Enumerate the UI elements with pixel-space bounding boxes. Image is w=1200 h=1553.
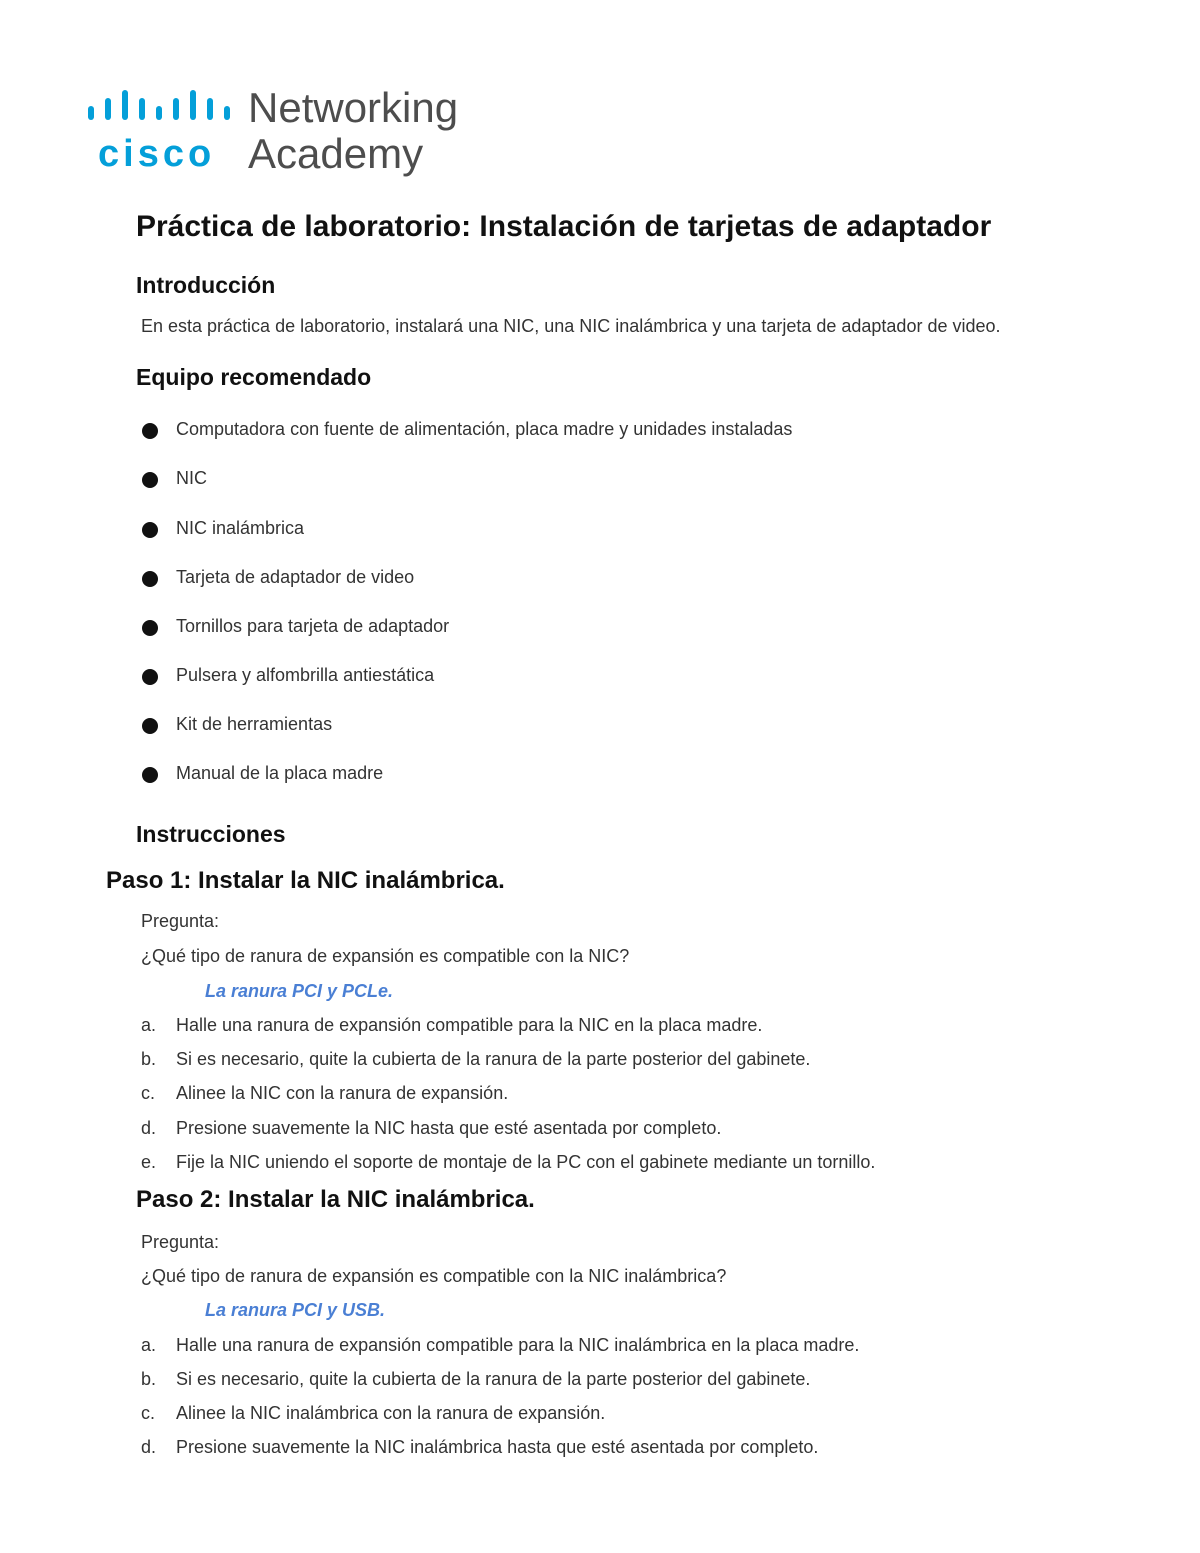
bullet-icon <box>142 522 158 538</box>
cisco-wordmark: cisco <box>98 133 216 175</box>
bullet-icon <box>142 669 158 685</box>
equipment-item-label: Pulsera y alfombrilla antiestática <box>176 665 435 685</box>
step1-answer: La ranura PCI y PCLe. <box>205 981 394 1001</box>
bullet-icon <box>142 620 158 636</box>
bullet-icon <box>142 767 158 783</box>
equipment-item-label: Computadora con fuente de alimentación, placa madre y unidades instaladas <box>176 419 793 439</box>
list-letter: c. <box>141 1403 156 1423</box>
bullet-icon <box>142 718 158 734</box>
list-text: Si es necesario, quite la cubierta de la ranura de la parte posterior del gabinete. <box>176 1369 811 1389</box>
list-letter: e. <box>141 1152 157 1172</box>
list-text: Halle una ranura de expansión compatible para la NIC en la placa madre. <box>176 1015 763 1035</box>
list-letter: d. <box>141 1437 157 1457</box>
equipment-item-label: NIC <box>176 468 207 488</box>
step2-heading: Paso 2: Instalar la NIC inalámbrica. <box>136 1186 535 1213</box>
list-letter: c. <box>141 1083 156 1103</box>
list-letter: b. <box>141 1369 157 1389</box>
page-title: Práctica de laboratorio: Instalación de tarjetas de adaptador <box>136 210 992 243</box>
list-text: Halle una ranura de expansión compatible para la NIC inalámbrica en la placa madre. <box>176 1335 860 1355</box>
list-letter: a. <box>141 1015 157 1035</box>
step2-answer: La ranura PCI y USB. <box>205 1300 386 1320</box>
logo-line-networking: Networking <box>248 86 459 131</box>
list-letter: a. <box>141 1335 157 1355</box>
list-text: Alinee la NIC inalámbrica con la ranura de expansión. <box>176 1403 606 1423</box>
list-letter: b. <box>141 1049 157 1069</box>
step1-heading: Paso 1: Instalar la NIC inalámbrica. <box>106 867 505 894</box>
equipment-item-label: Tornillos para tarjeta de adaptador <box>176 616 450 636</box>
cisco-networking-academy-logo <box>86 86 466 178</box>
bullet-icon <box>142 423 158 439</box>
step1-question-label: Pregunta: <box>141 911 220 931</box>
equipment-item-label: Manual de la placa madre <box>176 763 384 783</box>
list-text: Fije la NIC uniendo el soporte de montaje de la PC con el gabinete mediante un tornillo. <box>176 1152 876 1172</box>
step2-question: ¿Qué tipo de ranura de expansión es compatible con la NIC inalámbrica? <box>141 1266 727 1286</box>
equipment-item-label: Tarjeta de adaptador de video <box>176 567 415 587</box>
step1-question: ¿Qué tipo de ranura de expansión es compatible con la NIC? <box>141 946 630 966</box>
cisco-logo-icon <box>86 86 466 178</box>
list-text: Alinee la NIC con la ranura de expansión. <box>176 1083 509 1103</box>
intro-heading: Introducción <box>136 272 276 298</box>
equipment-item-label: NIC inalámbrica <box>176 518 305 538</box>
step2-question-label: Pregunta: <box>141 1232 220 1252</box>
bullet-icon <box>142 472 158 488</box>
logo-line-academy: Academy <box>248 130 424 177</box>
intro-text: En esta práctica de laboratorio, instalará una NIC, una NIC inalámbrica y una tarjeta de adaptador de video. <box>141 316 1001 336</box>
equipment-item-label: Kit de herramientas <box>176 714 333 734</box>
list-text: Presione suavemente la NIC hasta que esté asentada por completo. <box>176 1118 722 1138</box>
list-text: Presione suavemente la NIC inalámbrica hasta que esté asentada por completo. <box>176 1437 819 1457</box>
list-text: Si es necesario, quite la cubierta de la ranura de la parte posterior del gabinete. <box>176 1049 811 1069</box>
bullet-icon <box>142 571 158 587</box>
instructions-heading: Instrucciones <box>136 821 286 847</box>
list-letter: d. <box>141 1118 157 1138</box>
equipment-heading: Equipo recomendado <box>136 364 372 390</box>
